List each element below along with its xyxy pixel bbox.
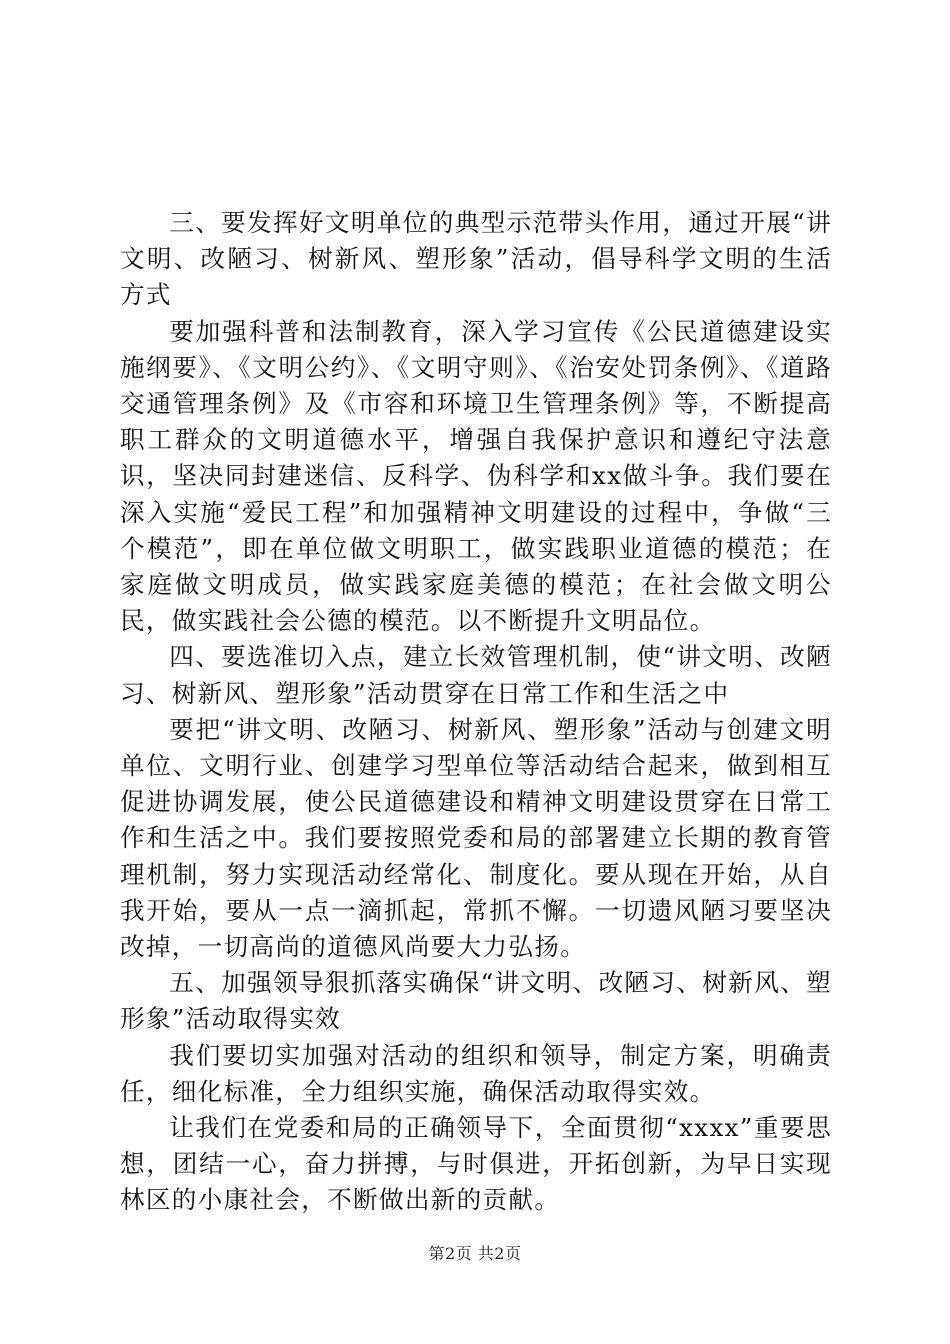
page-number-footer: 第2页 共2页 xyxy=(428,1244,522,1263)
body-paragraph: 我们要切实加强对活动的组织和领导，制定方案，明确责任，细化标准，全力组织实施，确保活动取得实效。 xyxy=(120,1040,832,1106)
section-heading-3: 三、要发挥好文明单位的典型示范带头作用，通过开展“讲文明、改陋习、树新风、塑形象”活动，倡导科学文明的生活方式 xyxy=(120,208,832,310)
body-paragraph: 要把“讲文明、改陋习、树新风、塑形象”活动与创建文明单位、文明行业、创建学习型单位等活动结合起来，做到相互促进协调发展，使公民道德建设和精神文明建设贯穿在日常工作和生活之中。我们要按照党委和局的部署建立长期的教育管理机制，努力实现活动经常化、制度化。要从现在开始，从自我开始，要从一点一滴抓起，常抓不懈。一切遗风陋习要坚决改掉，一切高尚的道德风尚要大力弘扬。 xyxy=(120,714,832,962)
closing-paragraph: 让我们在党委和局的正确领导下，全面贯彻“xxxx”重要思想，团结一心，奋力拼搏，与时俱进，开拓创新，为早日实现林区的小康社会，不断做出新的贡献。 xyxy=(120,1113,832,1215)
section-heading-4: 四、要选准切入点，建立长效管理机制，使“讲文明、改陋习、树新风、塑形象”活动贯穿在日常工作和生活之中 xyxy=(120,642,832,708)
body-paragraph: 要加强科普和法制教育，深入学习宣传《公民道德建设实施纲要》、《文明公约》、《文明守则》、《治安处罚条例》、《道路交通管理条例》及《市容和环境卫生管理条例》等，不断提高职工群众的文明道德水平，增强自我保护意识和遵纪守法意识，坚决同封建迷信、反科学、伪科学和xx做斗争。我们要在深入实施“爱民工程”和加强精神文明建设的过程中，争做“三个模范”，即在单位做文明职工，做实践职业道德的模范；在家庭做文明成员，做实践家庭美德的模范；在社会做文明公民，做实践社会公德的模范。以不断提升文明品位。 xyxy=(120,316,832,636)
document-body xyxy=(120,205,832,1219)
section-heading-5: 五、加强领导狠抓落实确保“讲文明、改陋习、树新风、塑形象”活动取得实效 xyxy=(120,968,832,1034)
